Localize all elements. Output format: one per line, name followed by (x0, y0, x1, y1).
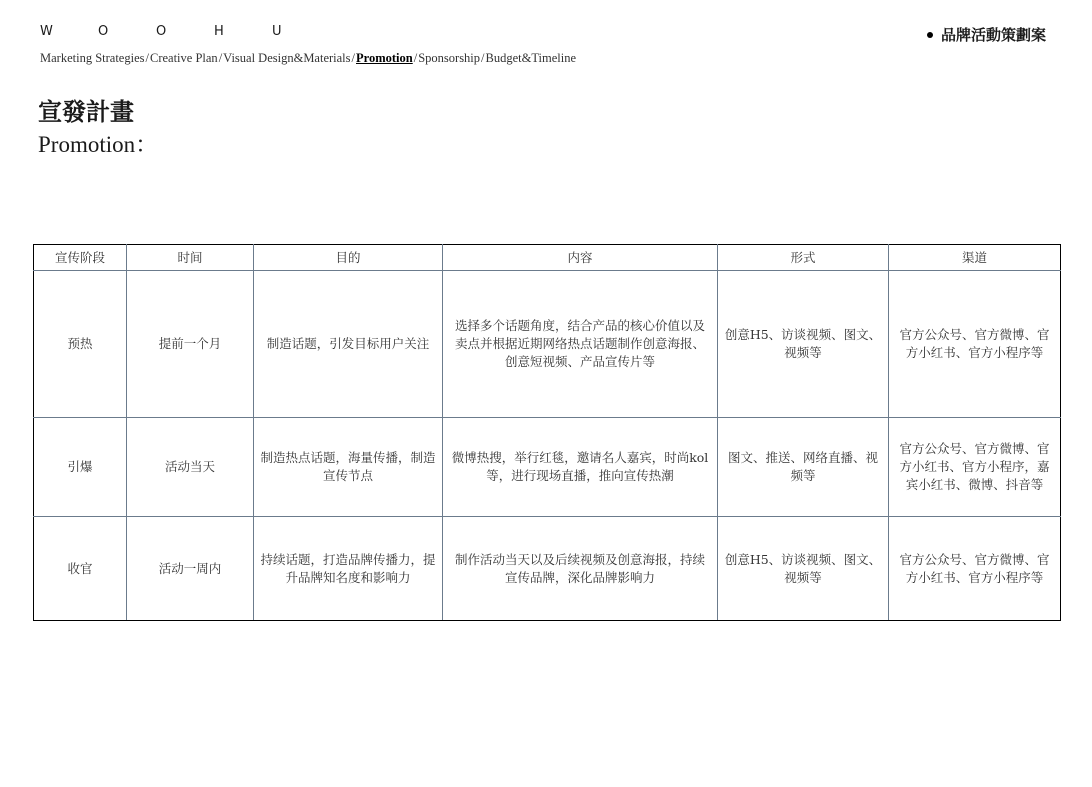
column-header-time: 时间 (127, 245, 254, 271)
brand-letter: O (156, 24, 167, 39)
cell-time: 活动当天 (127, 418, 254, 517)
brand-letter: H (214, 24, 224, 39)
nav-separator: / (481, 51, 485, 65)
column-header-stage: 宣传阶段 (34, 245, 127, 271)
cell-format: 创意H5、访谈视频、图文、视频等 (718, 517, 889, 621)
column-header-format: 形式 (718, 245, 889, 271)
nav-separator: / (145, 51, 149, 65)
brand-letter: U (272, 24, 282, 39)
cell-content: 微博热搜，举行红毯，邀请名人嘉宾，时尚kol等，进行现场直播，推向宣传热潮 (443, 418, 718, 517)
cell-goal: 制造热点话题，海量传播，制造宣传节点 (254, 418, 443, 517)
page-title-chinese: 宣發計畫 (38, 97, 134, 126)
table-row (34, 418, 1061, 517)
nav-item-promotion[interactable]: Promotion (356, 51, 413, 65)
promotion-plan-table (33, 244, 1061, 621)
nav-item-sponsorship[interactable]: Sponsorship (418, 51, 481, 65)
nav-separator: / (218, 51, 223, 65)
cell-channel: 官方公众号、官方微博、官方小红书、官方小程序等 (889, 517, 1061, 621)
cell-format: 图文、推送、网络直播、视频等 (718, 418, 889, 517)
bullet-icon (927, 32, 933, 38)
cell-channel: 官方公众号、官方微博、官方小红书、官方小程序等 (889, 271, 1061, 418)
nav-separator: / (413, 51, 418, 65)
cell-channel: 官方公众号、官方微博、官方小红书、官方小程序，嘉宾小红书、微博、抖音等 (889, 418, 1061, 517)
brand-letter: W (40, 24, 53, 39)
cell-format: 创意H5、访谈视频、图文、视频等 (718, 271, 889, 418)
column-header-goal: 目的 (254, 245, 443, 271)
table-row (34, 517, 1061, 621)
cell-goal: 持续话题，打造品牌传播力，提升品牌知名度和影响力 (254, 517, 443, 621)
column-header-channel: 渠道 (889, 245, 1061, 271)
cell-stage: 收官 (34, 517, 127, 621)
project-tag-label: 品牌活動策劃案 (940, 26, 1046, 44)
brand-letter: O (98, 24, 109, 39)
cell-time: 活动一周内 (127, 517, 254, 621)
page-title-english: Promotion： (38, 132, 159, 157)
nav-item-creative-plan[interactable]: Creative Plan (149, 51, 218, 65)
brand-logo (40, 24, 330, 39)
cell-time: 提前一个月 (127, 271, 254, 418)
nav-item-marketing-strategies[interactable]: Marketing Strategies (40, 51, 145, 65)
nav-item-visual-design[interactable]: Visual Design&Materials (223, 51, 351, 65)
table-row (34, 271, 1061, 418)
section-breadcrumb (40, 51, 576, 66)
cell-content: 制作活动当天以及后续视频及创意海报，持续宣传品牌，深化品牌影响力 (443, 517, 718, 621)
cell-stage: 引爆 (34, 418, 127, 517)
cell-goal: 制造话题，引发目标用户关注 (254, 271, 443, 418)
cell-stage: 预热 (34, 271, 127, 418)
column-header-content: 内容 (443, 245, 718, 271)
table-header-row (34, 245, 1061, 271)
project-tag (927, 24, 1046, 45)
nav-item-budget-timeline[interactable]: Budget&Timeline (485, 51, 577, 65)
cell-content: 选择多个话题角度，结合产品的核心价值以及卖点并根据近期网络热点话题制作创意海报、创意短视频、产品宣传片等 (443, 271, 718, 418)
nav-separator: / (351, 51, 356, 65)
